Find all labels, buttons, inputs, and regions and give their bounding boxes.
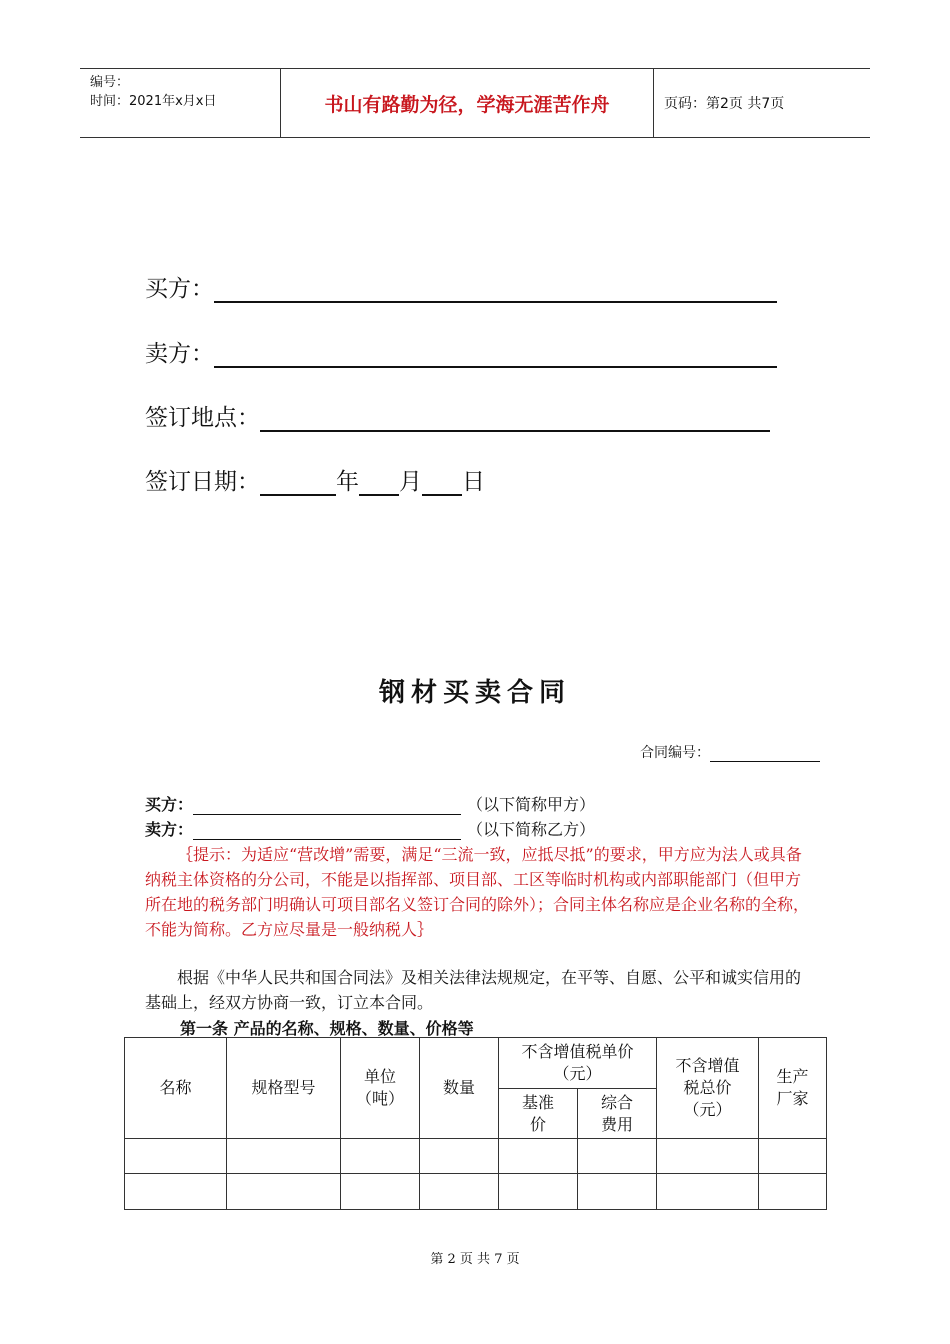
cover-buyer-blank[interactable]: [214, 279, 777, 303]
col-qty: 数量: [420, 1038, 499, 1139]
contract-number-label: 合同编号：: [640, 745, 710, 761]
intro-paragraph: [145, 965, 810, 1015]
table-cell[interactable]: [657, 1139, 759, 1174]
col-base-b: 价: [529, 1114, 546, 1134]
page-footer: 第 2 页 共 7 页: [430, 1252, 520, 1267]
cover-seller-blank[interactable]: [214, 344, 777, 368]
table-cell[interactable]: [420, 1139, 499, 1174]
col-price: [499, 1038, 657, 1089]
table-cell[interactable]: [759, 1139, 827, 1174]
header-meta: [80, 69, 281, 137]
col-price-a: 不含增值税单价: [521, 1042, 634, 1061]
cover-day-label: 日: [462, 469, 485, 495]
col-maker-a: 生产: [776, 1067, 809, 1086]
cover-seller: [145, 335, 777, 368]
cover-year-blank[interactable]: [260, 472, 336, 496]
table-cell[interactable]: [420, 1174, 499, 1210]
col-fee-a: 综合: [600, 1092, 633, 1112]
cover-month-blank[interactable]: [359, 472, 399, 496]
product-table: [124, 1037, 827, 1210]
party-buyer-blank[interactable]: [193, 798, 461, 815]
page-header: [80, 68, 870, 138]
cover-seller-label: 卖方：: [145, 341, 214, 367]
col-unit: [341, 1038, 420, 1139]
col-price-b: （元）: [553, 1064, 602, 1083]
cover-buyer: [145, 270, 777, 303]
col-maker-b: 厂家: [776, 1089, 809, 1108]
col-unit-a: 单位: [363, 1067, 396, 1086]
table-cell[interactable]: [341, 1174, 420, 1210]
col-maker: [759, 1038, 827, 1139]
col-total-b: 税总价: [683, 1078, 732, 1097]
intro-text: 根据《中华人民共和国合同法》及相关法律法规规定，在平等、自愿、公平和诚实信用的基础上，经双方协商一致，订立本合同。: [145, 968, 802, 1012]
table-cell[interactable]: [499, 1174, 578, 1210]
table-cell[interactable]: [341, 1139, 420, 1174]
table-row: [125, 1139, 827, 1174]
cover-year-label: 年: [336, 469, 359, 495]
header-motto: 书山有路勤为径，学海无涯苦作舟: [281, 69, 654, 137]
party-seller: [145, 817, 595, 840]
party-buyer: [145, 792, 595, 815]
cover-place-blank[interactable]: [260, 408, 770, 432]
col-total: [657, 1038, 759, 1139]
table-cell[interactable]: [499, 1139, 578, 1174]
cover-place-label: 签订地点：: [145, 405, 260, 431]
party-buyer-label: 买方：: [145, 795, 194, 814]
col-total-a: 不含增值: [675, 1056, 740, 1075]
table-cell[interactable]: [227, 1174, 341, 1210]
col-spec: 规格型号: [227, 1038, 341, 1139]
contract-number-blank[interactable]: [710, 747, 820, 762]
header-time: 时间：2021年x月x日: [90, 94, 217, 109]
party-seller-blank[interactable]: [193, 823, 461, 840]
table-cell[interactable]: [759, 1174, 827, 1210]
cover-day-blank[interactable]: [422, 472, 462, 496]
col-base-a: 基准: [521, 1092, 554, 1112]
table-row: [125, 1174, 827, 1210]
table-cell[interactable]: [578, 1174, 657, 1210]
header-page: 页码：第2页 共7页: [664, 96, 785, 112]
tip-note: [145, 842, 810, 942]
cover-date-label: 签订日期：: [145, 469, 260, 495]
table-cell[interactable]: [657, 1174, 759, 1210]
party-buyer-note: （以下简称甲方）: [467, 795, 596, 814]
col-unit-b: （吨）: [355, 1089, 404, 1108]
party-seller-label: 卖方：: [145, 820, 194, 839]
col-fee: [578, 1089, 657, 1139]
cover-place: [145, 399, 770, 432]
col-base-price: [499, 1089, 578, 1139]
table-cell[interactable]: [578, 1139, 657, 1174]
party-seller-note: （以下简称乙方）: [467, 820, 596, 839]
cover-month-label: 月: [399, 469, 422, 495]
cover-date: [145, 463, 485, 496]
article-1-heading: 第一条 产品的名称、规格、数量、价格等: [180, 1019, 474, 1038]
contract-title: 钢材买卖合同: [378, 678, 571, 708]
table-cell[interactable]: [125, 1139, 227, 1174]
cover-buyer-label: 买方：: [145, 276, 214, 302]
table-cell[interactable]: [227, 1139, 341, 1174]
header-number: 编号：: [90, 75, 130, 90]
col-fee-b: 费用: [600, 1114, 633, 1134]
table-cell[interactable]: [125, 1174, 227, 1210]
col-name: 名称: [125, 1038, 227, 1139]
contract-number: [640, 742, 820, 762]
col-total-c: （元）: [683, 1100, 732, 1119]
tip-text: ｛提示：为适应“营改增”需要，满足“三流一致，应抵尽抵”的要求，甲方应为法人或具备纳税主体资格的分公司，不能是以指挥部、项目部、工区等临时机构或内部职能部门（但甲方所在地的税务部门明确认可项目部名义签订合同的除外）；合同主体名称应是企业名称的全称，不能为简称。乙方应尽量是一般纳税人｝: [145, 845, 810, 939]
